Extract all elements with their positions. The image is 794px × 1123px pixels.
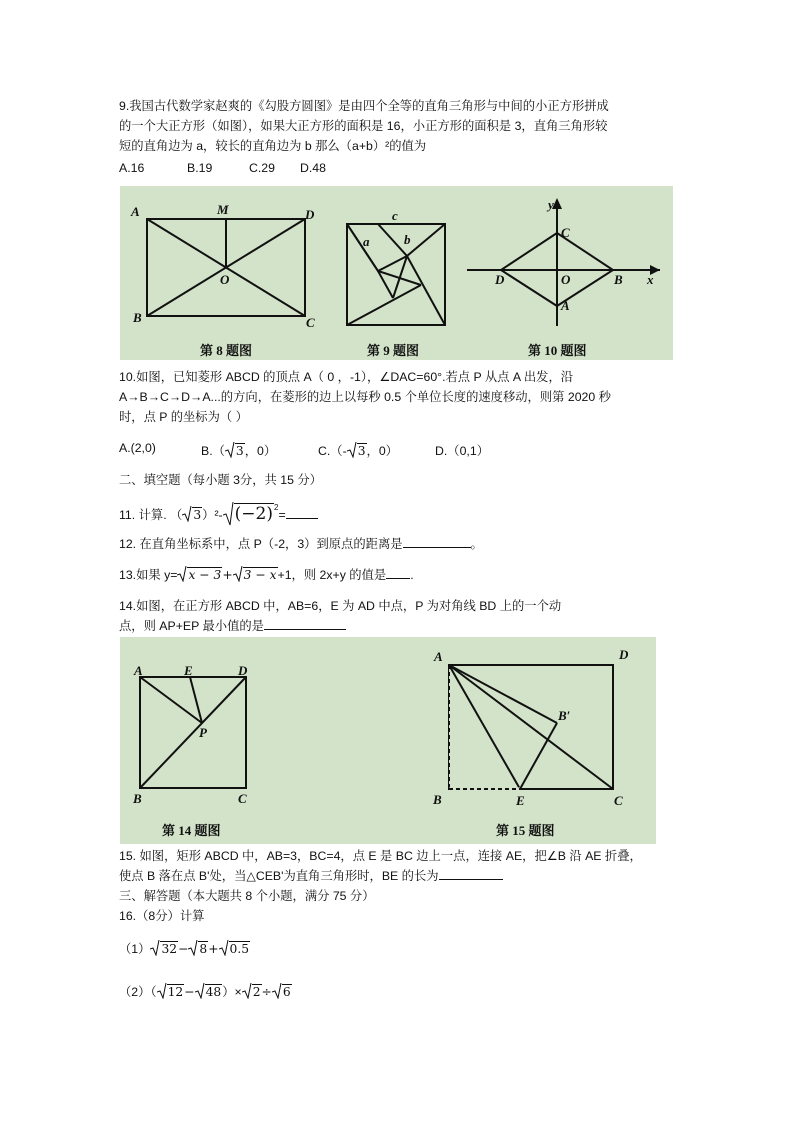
q13-sqrt-1: [177, 566, 222, 584]
q16-p2-radicand-2: 48: [205, 985, 222, 999]
fig15-label-b: B: [433, 792, 442, 807]
fig15-label-e: E: [516, 793, 525, 808]
section-2-title: 二、填空题（每小题 3分，共 15 分）: [119, 473, 322, 487]
q11-radicand-1: 3: [193, 508, 202, 522]
fig10-label-x: x: [647, 272, 654, 287]
q13-sqrt-2: [233, 566, 278, 584]
q10-option-c-suffix: ，0）: [366, 444, 398, 458]
fig8-label-a: A: [131, 204, 140, 219]
q16-p2-sqrt-3: [242, 983, 262, 1001]
q14-line-2: [119, 618, 346, 635]
sqrt-sign-icon: [188, 940, 198, 956]
section-3-title: 三、解答题（本大题共 8 个小题，满分 75 分）: [119, 889, 375, 903]
sqrt-sign-icon: [242, 983, 252, 999]
q9-option-d: D.48: [300, 161, 326, 175]
fig14-caption: 第 14 题图: [162, 823, 221, 838]
q11-mid: ）²-: [202, 508, 223, 522]
fig15-label-a: A: [434, 649, 443, 664]
fig10-caption: 第 10 题图: [528, 343, 587, 358]
q10-option-b: [201, 441, 276, 459]
fig15-label-b-prime: B′: [558, 708, 571, 723]
sqrt-sign-icon: [219, 940, 229, 956]
q13-prefix: 13.如果 y=: [119, 568, 178, 582]
q12-answer-blank[interactable]: [403, 536, 471, 548]
q16-part-2: [119, 983, 292, 1005]
fig15-label-c: C: [614, 793, 623, 808]
q12-text: 12. 在直角坐标系中，点 P（-2，3）到原点的距离是: [119, 537, 403, 551]
q15-line-2: [119, 868, 503, 885]
sqrt-sign-icon: [177, 566, 187, 582]
q10-option-c-radicand: 3: [357, 444, 366, 458]
q11-equals: =: [278, 508, 286, 522]
q16-p1-sqrt-1: [150, 940, 178, 958]
q10-option-b-sqrt: [225, 442, 245, 458]
sqrt-sign-icon: [182, 506, 192, 522]
q16-p1-radicand-2: 8: [199, 942, 208, 956]
sqrt-sign-icon: [157, 983, 167, 999]
q16-p2-minus: −: [184, 985, 195, 999]
q11-answer-blank[interactable]: [286, 507, 318, 519]
q16-p1-minus: −: [178, 942, 189, 956]
q13-end: .: [410, 568, 414, 582]
figure-8: [147, 219, 305, 316]
q16-p1-plus: +: [208, 942, 219, 956]
q10-option-a: A.(2,0): [119, 441, 156, 455]
fig14-label-b: B: [133, 791, 142, 806]
q16-p2-sqrt-1: [157, 983, 185, 1001]
figure-panel-row-1: [120, 186, 673, 360]
q16-p2-divide: ÷: [261, 985, 272, 999]
sqrt-sign-icon: [223, 502, 234, 526]
sqrt-sign-icon: [195, 983, 205, 999]
q10-option-b-radicand: 3: [235, 444, 244, 458]
sqrt-sign-icon: [233, 566, 243, 582]
q9-line-3: 短的直角边为 a，较长的直角边为 b 那么（a+b）²的值为: [119, 139, 427, 153]
fig10-label-d: D: [495, 272, 505, 287]
fig14-label-c: C: [238, 791, 247, 806]
q9-option-b: B.19: [187, 161, 213, 175]
q13-plus: +: [222, 568, 233, 582]
fig8-label-m: M: [217, 202, 229, 217]
q9-option-a: A.16: [119, 161, 145, 175]
q16-p1-radicand-1: 32: [161, 942, 178, 956]
q9-line-2: 的一个大正方形（如图），如果大正方形的面积是 16，小正方形的面积是 3，直角三角形较: [119, 119, 608, 133]
fig10-label-y: y: [548, 197, 554, 212]
fig10-label-b: B: [614, 272, 623, 287]
sqrt-sign-icon: [225, 442, 235, 458]
fig8-label-c: C: [306, 315, 315, 330]
fig14-label-p: P: [199, 725, 207, 740]
fig15-label-d: D: [619, 647, 629, 662]
q9-option-c: C.29: [249, 161, 275, 175]
q13-suffix: +1，则 2x+y 的值是: [277, 568, 387, 582]
fig15-caption: 第 15 题图: [496, 823, 555, 838]
q10-line-3: 时，点 P 的坐标为（ ）: [119, 410, 248, 424]
q16-p2-sqrt-4: [272, 983, 292, 1001]
q16-p2-sqrt-2: [195, 983, 223, 1001]
q15-line-2-text: 使点 B 落在点 B'处，当△CEB'为直角三角形时，BE 的长为: [119, 869, 439, 883]
q10-option-b-prefix: B.（: [201, 444, 225, 458]
q15-answer-blank[interactable]: [439, 868, 503, 880]
q16-part-1: [119, 940, 250, 962]
q9-line-1: 9.我国古代数学家赵爽的《勾股方圆图》是由四个全等的直角三角形与中间的小正方形拼成: [119, 99, 609, 113]
q16-p1-radicand-3: 0.5: [229, 942, 250, 956]
q11-radicand-2: (−2): [234, 504, 273, 524]
q16-p1-sqrt-3: [219, 940, 251, 958]
fig14-label-a: A: [134, 663, 143, 678]
fig10-label-a: A: [561, 298, 570, 313]
figure-9: [347, 224, 445, 325]
q15-line-1: 15. 如图，矩形 ABCD 中，AB=3，BC=4，点 E 是 BC 边上一点，连接 AE，把∠B 沿 AE 折叠，: [119, 849, 642, 863]
q10-line-2: A→B→C→D→A...的方向，在菱形的边上以每秒 0.5 个单位长度的速度移动，则第 2020 秒: [119, 390, 611, 404]
q11: [119, 502, 318, 528]
q16-p2-radicand-3: 2: [252, 985, 261, 999]
q10-option-c: [318, 441, 398, 459]
fig14-label-e: E: [184, 663, 193, 678]
q11-sqrt-2: [223, 502, 279, 526]
fig8-caption: 第 8 题图: [200, 343, 253, 358]
q13-radicand-1: x − 3: [188, 568, 222, 582]
q16-p2-close: ）×: [222, 985, 242, 999]
fig9-label-b: b: [404, 232, 411, 247]
q16-p2-radicand-1: 12: [167, 985, 184, 999]
q12: [119, 536, 483, 553]
q16-part-2-label: （2）（: [119, 985, 157, 999]
q12-end: 。: [470, 537, 483, 551]
q10-option-b-suffix: ，0）: [244, 444, 277, 458]
q16-p2-radicand-4: 6: [282, 985, 291, 999]
fig14-label-d: D: [238, 663, 248, 678]
sqrt-sign-icon: [150, 940, 160, 956]
q10-option-d: D.（0,1）: [435, 444, 489, 458]
figure-15: [449, 665, 613, 789]
sqrt-sign-icon: [272, 983, 282, 999]
q13-radicand-2: 3 − x: [243, 568, 277, 582]
q11-sqrt-1: [182, 506, 202, 524]
q13: [119, 566, 414, 584]
figure-panel-row-2: [120, 637, 656, 844]
q16-p1-sqrt-2: [188, 940, 208, 958]
q14-answer-blank[interactable]: [264, 618, 346, 630]
fig9-label-c: c: [392, 208, 398, 223]
fig8-label-b: B: [133, 310, 142, 325]
q13-answer-blank[interactable]: [386, 567, 410, 579]
q10-line-1: 10.如图，已知菱形 ABCD 的顶点 A（ 0 ，-1），∠DAC=60°.若点 P 从点 A 出发，沿: [119, 370, 574, 384]
q16-title: 16.（8分）计算: [119, 909, 205, 923]
figure-14: [140, 677, 246, 788]
fig8-label-d: D: [305, 207, 315, 222]
fig10-label-c: C: [561, 225, 570, 240]
q11-prefix: 11. 计算. （: [119, 508, 183, 522]
q14-line-1: 14.如图，在正方形 ABCD 中，AB=6，E 为 AD 中点，P 为对角线 BD 上的一个动: [119, 599, 562, 613]
fig9-label-a: a: [363, 234, 370, 249]
fig8-label-o: O: [220, 272, 230, 287]
q10-option-c-sqrt: [347, 442, 367, 458]
q10-option-c-prefix: C.（-: [318, 444, 347, 458]
q11-exponent: 2: [273, 502, 279, 512]
fig10-label-o: O: [561, 272, 571, 287]
sqrt-sign-icon: [347, 442, 357, 458]
q14-line-2-text: 点，则 AP+EP 最小值的是: [119, 619, 264, 633]
fig9-caption: 第 9 题图: [367, 343, 420, 358]
q16-part-1-label: （1）: [119, 942, 151, 956]
